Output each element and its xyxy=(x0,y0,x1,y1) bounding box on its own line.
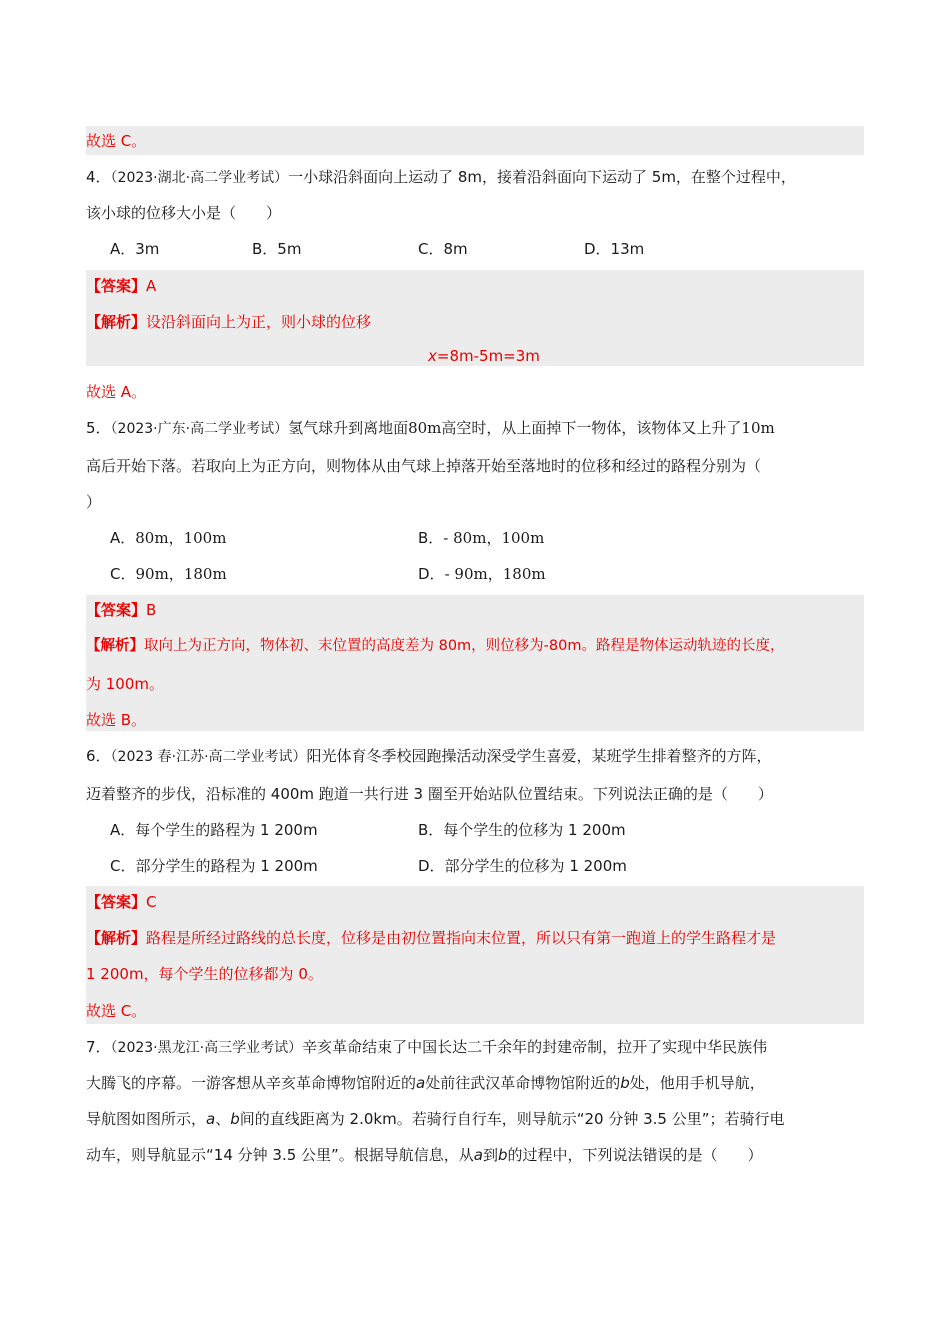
q6-option-a: A．每个学生的路程为 1 200m xyxy=(110,821,318,839)
q6-option-c: C．部分学生的路程为 1 200m xyxy=(110,857,318,875)
q6-analysis1: 路程是所经过路线的总长度，位移是由初位置指向末位置，所以只有第一跑道上的学生路程才是 xyxy=(146,929,777,947)
q5-option-d-displacement: - 90m xyxy=(444,565,488,583)
q6-stem2: 迈着整齐的步伐，沿标准的 400m 跑道一共行进 3 圈至开始站队位置结束。下列说法正确的是（ ） xyxy=(86,785,773,803)
q7-stem3a: 导航图如图所示， xyxy=(86,1110,207,1128)
q6-option-b: B．每个学生的位移为 1 200m xyxy=(418,821,626,839)
q6-conclusion: 故选 C。 xyxy=(86,1002,147,1020)
q7-stem2a: 大腾飞的序幕。一游客想从辛亥革命博物馆附近的 xyxy=(86,1074,417,1092)
q5-option-d-distance: 180m xyxy=(502,565,546,583)
q6-source: （2023 春·江苏·高二学业考试） xyxy=(110,749,307,765)
q4-option-d: D．13m xyxy=(584,240,645,258)
q5-option-b-label: B． xyxy=(418,529,444,547)
q5-stem-line1 xyxy=(86,418,775,439)
q4-source: （2023·湖北·高二学业考试） xyxy=(110,170,289,186)
q6-analysis2: 1 200m，每个学生的位移都为 0。 xyxy=(86,965,323,983)
q6-answer-label: 【答案】 xyxy=(86,893,147,911)
q6-answer-line xyxy=(86,892,157,912)
q7-stem4a: 动车，则导航显示“14 分钟 3.5 公里”。根据导航信息，从 xyxy=(86,1146,474,1164)
q5-option-c-distance: 180m xyxy=(183,565,227,583)
q6-answer-block xyxy=(86,886,864,1024)
q6-stem1: 阳光体育冬季校园跑操活动深受学生喜爱，某班学生排着整齐的方阵， xyxy=(306,747,772,765)
q7-var-b-2: b xyxy=(230,1110,240,1128)
q7-stem-line1 xyxy=(86,1037,767,1058)
q5-answer-block xyxy=(86,595,864,731)
q5-stem1a: 氢气球升到离地面 xyxy=(288,419,409,437)
q5-option-b-sep: ， xyxy=(486,529,502,547)
q5-stem1c: 高空时，从上面掉下一物体，该物体又上升了 xyxy=(441,419,742,437)
q6-option-d: D．部分学生的位移为 1 200m xyxy=(418,857,627,875)
q5-option-b-displacement: - 80m xyxy=(443,529,487,547)
q5-stem2: 高后开始下落。若取向上为正方向，则物体从由气球上掉落开始至落地时的位移和经过的路程分别为（ xyxy=(86,457,762,475)
q7-var-a-2: a xyxy=(206,1110,216,1128)
q4-analysis: 设沿斜面向上为正，则小球的位移 xyxy=(146,313,372,331)
q4-stem-line1 xyxy=(86,167,796,188)
q5-option-c-label: C． xyxy=(110,565,136,583)
q6-analysis-label: 【解析】 xyxy=(86,929,147,947)
q6-stem-line1 xyxy=(86,746,772,767)
q5-option-c xyxy=(110,564,227,584)
q6-analysis-line1 xyxy=(86,928,776,948)
q5-analysis-label: 【解析】 xyxy=(86,638,144,654)
q5-conclusion: 故选 B。 xyxy=(86,711,147,729)
q5-option-d-sep: ， xyxy=(487,565,503,583)
q5-option-a-sep: ， xyxy=(168,529,184,547)
q4-answer-label: 【答案】 xyxy=(86,277,147,295)
q6-answer: C xyxy=(146,893,157,911)
q4-stem2: 该小球的位移大小是（ ） xyxy=(86,204,282,222)
q5-option-d-label: D． xyxy=(418,565,445,583)
q7-stem4c: 的过程中，下列说法错误的是（ ） xyxy=(507,1146,763,1164)
q7-stem2b: 处前往武汉革命博物馆附近的 xyxy=(425,1074,621,1092)
q4-option-b: B．5m xyxy=(252,240,302,258)
q5-rise-value: 10m xyxy=(741,419,775,437)
q7-stem3b: 、 xyxy=(215,1110,231,1128)
q5-answer-label: 【答案】 xyxy=(86,601,147,619)
q5-option-c-sep: ， xyxy=(168,565,184,583)
q4-formula xyxy=(428,346,540,366)
q7-stem-line4 xyxy=(86,1145,763,1165)
q7-var-a-3: a xyxy=(473,1146,483,1164)
q7-var-a: a xyxy=(416,1074,426,1092)
q4-stem1: 一小球沿斜面向上运动了 8m，接着沿斜面向下运动了 5m，在整个过程中， xyxy=(288,168,796,186)
q6-number: 6． xyxy=(86,747,111,765)
q5-analysis1: 取向上为正方向，物体初、末位置的高度差为 80m，则位移为-80m。路程是物体运动轨迹的长度， xyxy=(144,638,785,654)
q5-option-c-displacement: 90m xyxy=(135,565,169,583)
q4-option-a: A．3m xyxy=(110,240,160,258)
q4-option-c: C．8m xyxy=(418,240,468,258)
q7-stem3c: 间的直线距离为 2.0km。若骑行自行车，则导航示“20 分钟 3.5 公里”；若骑行电 xyxy=(239,1110,785,1128)
q5-analysis-line1 xyxy=(86,636,785,656)
q7-stem4b: 到 xyxy=(483,1146,499,1164)
q4-formula-var: x xyxy=(428,347,437,365)
q7-stem2c: 处，他用手机导航， xyxy=(629,1074,765,1092)
prev-answer-block xyxy=(86,126,864,155)
q7-var-b: b xyxy=(620,1074,630,1092)
q7-var-b-3: b xyxy=(498,1146,508,1164)
q7-number: 7． xyxy=(86,1038,111,1056)
q5-option-b-distance: 100m xyxy=(501,529,545,547)
q5-answer-line xyxy=(86,600,156,620)
q4-formula-rest: =8m-5m=3m xyxy=(436,347,540,365)
q4-answer-line xyxy=(86,276,156,296)
q5-option-b xyxy=(418,528,544,548)
prev-conclusion: 故选 C。 xyxy=(86,132,147,150)
q5-number: 5． xyxy=(86,419,111,437)
q5-option-d xyxy=(418,564,546,584)
q4-analysis-label: 【解析】 xyxy=(86,313,147,331)
q4-conclusion: 故选 A。 xyxy=(86,383,147,401)
q7-stem-line2 xyxy=(86,1073,765,1093)
q7-stem-line3 xyxy=(86,1109,784,1129)
q7-source: （2023·黑龙江·高三学业考试） xyxy=(110,1040,303,1056)
q7-stem1: 辛亥革命结束了中国长达二千余年的封建帝制，拉开了实现中华民族伟 xyxy=(302,1038,768,1056)
q5-answer: B xyxy=(146,601,157,619)
q5-source: （2023·广东·高二学业考试） xyxy=(110,421,289,437)
q5-option-a-label: A． xyxy=(110,529,136,547)
q4-answer: A xyxy=(146,277,157,295)
q5-analysis2: 为 100m。 xyxy=(86,675,165,693)
q5-option-a xyxy=(110,528,226,548)
q5-option-a-distance: 100m xyxy=(183,529,227,547)
q4-analysis-line xyxy=(86,312,371,332)
q5-stem3: ） xyxy=(86,493,102,511)
q4-number: 4． xyxy=(86,168,111,186)
q5-option-a-displacement: 80m xyxy=(135,529,169,547)
q5-height-value: 80m xyxy=(408,419,442,437)
